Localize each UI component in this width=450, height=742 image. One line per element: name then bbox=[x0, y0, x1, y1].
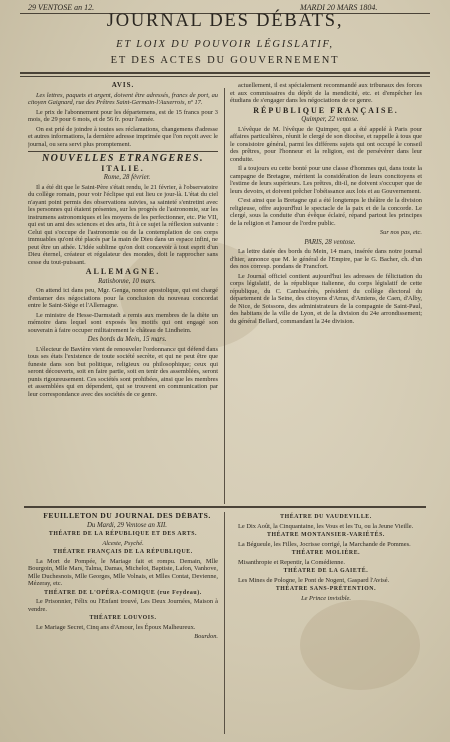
feuilleton-column-divider bbox=[224, 512, 225, 734]
column-divider bbox=[224, 88, 225, 504]
header-date-right: MARDI 20 MARS 1804. bbox=[300, 3, 378, 12]
masthead-rule bbox=[20, 72, 430, 74]
heading-republique: RÉPUBLIQUE FRANÇAISE. bbox=[253, 105, 399, 115]
theatre-program: Le Prisonnier, Félix ou l'Enfant trouvé, Les Deux Journées, Maison à vendre. bbox=[28, 598, 218, 613]
theatre-program: La Bégueule, les Filles, Jocrisse corrigé, la Marchande de Pommes. bbox=[238, 540, 411, 548]
feuilleton-right bbox=[230, 512, 422, 734]
dateline-mein: Des bords du Mein, 15 mars. bbox=[87, 336, 167, 343]
theatre-heading: THÉATRE MOLIÈRE. bbox=[291, 550, 361, 556]
masthead-subtitle-2: ET DES ACTES DU GOUVERNEMENT bbox=[110, 55, 340, 66]
theatre-program: Le Mariage Secret, Cinq ans d'Amour, les Époux Malheureux. bbox=[36, 623, 196, 631]
article-quimper-2: Il a toujours eu cette bonté pour une classe d'hommes qui, dans toute la campagne de Bretagne, méritent la considération de leurs concitoyens et l'estime de leurs supérieurs. Les prêtres, dit-il, ne doivent s'occuper que de leurs devoirs, et doivent prêcher l'obéissance aux lois et au Gouvernement. bbox=[230, 165, 422, 195]
dateline-paris: PARIS, 28 ventose. bbox=[304, 238, 356, 246]
theatre-heading: THÉATRE DE L'OPÉRA-COMIQUE (rue Feydeau). bbox=[44, 589, 202, 596]
feuilleton-rule bbox=[24, 506, 426, 508]
article-quimper: L'évêque de M. l'évêque de Quimper, qui a été appelé à Paris pour affaires particulières, réunit le clergé de son diocèse, et rappelle à tous que le consistoire général, parmi les différens sujets qui ont occupé le conseil des prêtres, pour l'honneur et la religion, est de persévérer dans leur conduite. bbox=[230, 125, 422, 163]
theatre-program: Le Dix Août, la Cinquantaine, les Vous et les Tu, ou la Jeune Vieille. bbox=[238, 522, 414, 530]
left-column bbox=[28, 82, 218, 500]
section-heading-nouvelles: NOUVELLES ETRANGERES. bbox=[41, 153, 205, 164]
article-quimper-3: C'est ainsi que la Bretagne qui a été longtemps le théâtre de la division religieuse, offre aujourd'hui le spectacle de la paix et de la concorde. Le clergé, sous la conduite d'un évêque éclairé, répand partout les principes de la religion et l'amour de l'ordre public. bbox=[230, 197, 422, 227]
section-divider bbox=[28, 151, 218, 152]
avis-heading: AVIS. bbox=[111, 82, 135, 89]
theatre-heading: THÉATRE LOUVOIS. bbox=[89, 615, 157, 621]
header-date-left: 29 VENTOSE an 12. bbox=[28, 3, 95, 12]
avis-paragraph-3: On est prié de joindre à toutes ses réclamations, changemens d'adresse et autres informations, la dernière adresse imprimée que l'on reçoit avec le journal, ou sera servi plus promptement. bbox=[28, 125, 218, 148]
theatre-heading: THÉATRE DU VAUDEVILLE. bbox=[280, 514, 372, 520]
article-signature: Sur nos pas, etc. bbox=[379, 229, 422, 236]
theatre-program: Les Mines de Pologne, le Pont de Nogent, Gaspard l'Avisé. bbox=[238, 576, 390, 584]
theatre-program: Alceste, Psyché. bbox=[102, 539, 144, 547]
theatre-heading: THÉATRE FRANÇAIS DE LA RÉPUBLIQUE. bbox=[53, 549, 193, 555]
dateline-rome: Rome, 28 février. bbox=[103, 174, 151, 181]
theatre-heading: THÉATRE DE LA RÉPUBLIQUE ET DES ARTS. bbox=[48, 531, 198, 537]
article-mein: L'électeur de Bavière vient de renouveler l'ordonnance qui défend dans tous ses états l'existence de toute société secrète, et qui ne peut être que funeste dans son but politique, religieux ou philosophique; ceux qui seront découverts, soit en faire partie, soit en tenir des assemblées, seront punis rigoureusement. Ces sociétés sont prohibées, ainsi que les membres et assemblées qui en dépendent, qui se trouvent en communication par leur correspondance avec des sociétés de ce genre. bbox=[28, 345, 218, 398]
theatre-heading: THÉATRE SANS-PRÉTENTION. bbox=[275, 586, 377, 592]
theatre-program: Le Prince invisible. bbox=[301, 594, 351, 602]
feuilleton-signature: Bourdon. bbox=[194, 633, 218, 640]
article-rome: Il a été dit que le Saint-Père s'était rendu, le 21 février, à l'observatoire du collège romain, pour voir l'éclipse qui eut lieu ce jour-là. L'état du ciel n'ayant point permis des observations suivies, sa sainteté s'entretint avec les personnes qui étaient présentes, sur les progrès de l'astronomie, sur les instrumens astronomiques et les moyens de les perfectionner, etc. Pie VII, qui est un ami des sciences et des arts, fit à ce sujet la réflexion suivante : Celui qui s'occupe de l'astronomie ou de la contemplation de ces corps immuables qu'ont été placés par la main de Dieu dans un espace infini, ne peut être un athée. L'idée sublime qu'on doit concevoir à tout esprit d'un Dieu éternel, créateur et régulateur des mondes, doit le rapprocher sans cesse du tout-puissant. bbox=[28, 183, 218, 266]
feuilleton-left bbox=[28, 512, 218, 734]
country-heading-italie: ITALIE. bbox=[101, 163, 145, 173]
right-column bbox=[230, 82, 422, 500]
feuilleton-title: FEUILLETON DU JOURNAL DES DÉBATS. bbox=[43, 512, 211, 520]
article-paris-2: Le Journal officiel contient aujourd'hui les adresses de félicitation du corps législatif, de la république italienne, du corps législatif de cette république, du C. Cambacérès, président du collège électoral du département de la Seine, des citoyens d'Arras, d'Amiens, de Caen, d'Alby, de Nice, de Soissons, des administrateurs de la compagnie de Saint-Paul, des habitans de la ville de Lyon, et de la division du 24e arrondissement; du général Bellard, commandant la 24e division. bbox=[230, 272, 422, 325]
theatre-program: La Mort de Pompée, le Mariage fait et rompu. Demain, Mlle Bourgoin, Mlle Mars, Talma, Damas, Michelot, Baptiste, Lafon, Vanhove, Mlle Duchesnois, Mlle Georges, Mlle Volnais, et Mlles Contat, Devienne, Mézeray, etc. bbox=[28, 557, 218, 587]
theatre-heading: THÉATRE DE LA GAIETÉ. bbox=[283, 568, 369, 574]
masthead-rule-thin bbox=[20, 76, 430, 77]
country-heading-allemagne: ALLEMAGNE. bbox=[85, 267, 161, 276]
avis-paragraph-2: Le prix de l'abonnement pour les départemens, est de 15 francs pour 3 mois, de 29 pour 6 mois, et de 56 fr. pour l'année. bbox=[28, 108, 218, 123]
article-ratisbonne-2: Le ministre de Hesse-Darmstadt a remis aux membres de la diète un mémoire dans lequel sont exposés les motifs qui ont engagé son souverain à faire occuper militairement le château de Lindheim. bbox=[28, 311, 218, 334]
article-paris: La lettre datée des bords du Mein, 14 mars, insérée dans notre journal d'hier, annonce que M. le général de l'Empire, par le G. Bacher, ch. d'un des nos corresp. pondans de Francfort. bbox=[230, 248, 422, 270]
feuilleton-date: Du Mardi, 29 Ventose an XII. bbox=[87, 521, 167, 529]
article-top-continued: actuellement, il est spécialement recommandé aux tribunaux des forces et aux commissaires du dépôt de la mendicité, etc. et d'empêcher les étudians de s'engager dans les négociations de ce genre. bbox=[230, 82, 422, 104]
masthead-title: JOURNAL DES DÉBATS, bbox=[106, 11, 344, 31]
avis-paragraph-1: Les lettres, paquets et argent, doivent être adressés, francs de port, au citoyen Gaignard, rue des Prêtres Saint-Germain-l'Auxerrois, nº 17. bbox=[28, 91, 218, 106]
article-ratisbonne: On attend ici dans peu, Mgr. Genga, nonce apostolique, qui est chargé d'entamer des négociations pour la conclusion du nouveau concordat entre le Saint-Siège et l'Allemagne. bbox=[28, 287, 218, 309]
theatre-heading: THÉATRE MONTANSIER-VARIÉTÉS. bbox=[267, 532, 385, 538]
theatre-program: Misanthropie et Repentir, la Comédienne. bbox=[238, 558, 345, 566]
dateline-quimper: Quimper, 22 ventose. bbox=[301, 116, 359, 123]
masthead-subtitle-1: ET LOIX DU POUVOIR LÉGISLATIF, bbox=[116, 39, 334, 50]
dateline-ratisbonne: Ratisbonne, 10 mars. bbox=[98, 277, 156, 285]
